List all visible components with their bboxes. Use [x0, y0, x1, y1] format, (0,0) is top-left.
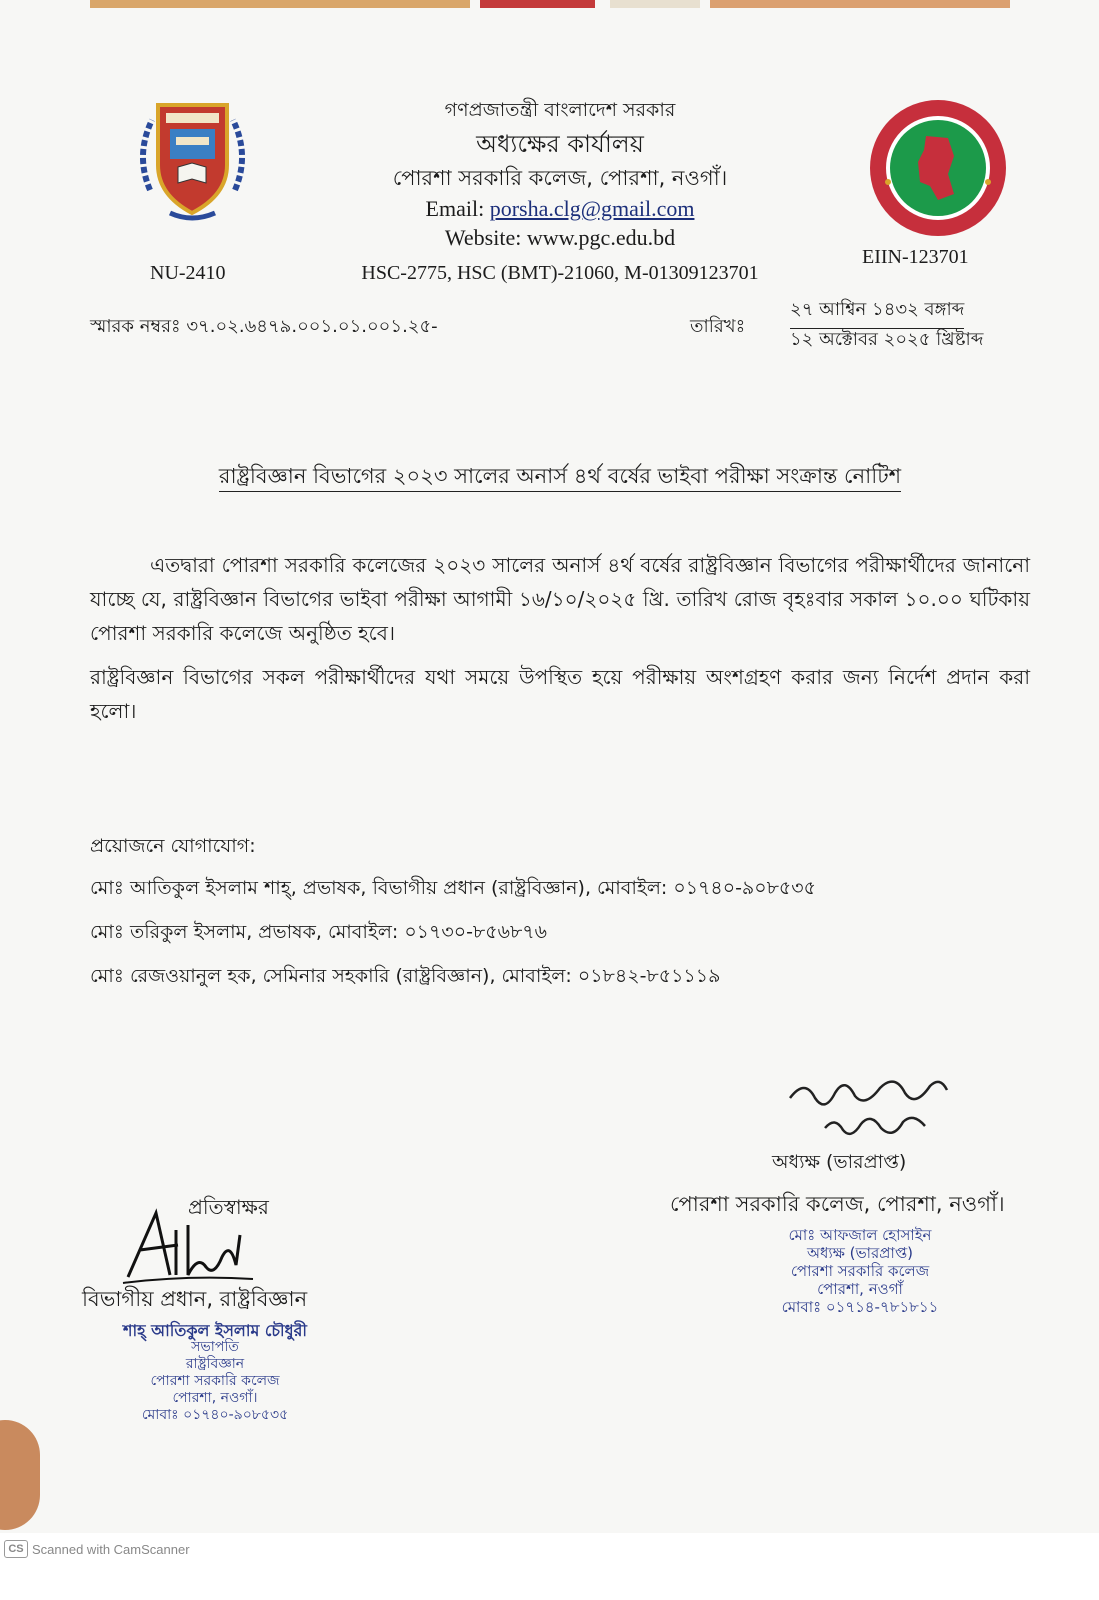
department-head-signature	[118, 1205, 258, 1290]
contact-item: মোঃ রেজওয়ানুল হক, সেমিনার সহকারি (রাষ্ট্রবিজ্ঞান), মোবাইল: ০১৮৪২-৮৫১১১৯	[90, 965, 721, 987]
stamp-line: মোবাঃ ০১৭৪০-৯০৮৫৩৫	[141, 1407, 289, 1423]
finger-edge	[0, 1420, 40, 1530]
top-edge-strip	[710, 0, 1010, 8]
camscanner-text: Scanned with CamScanner	[32, 1541, 190, 1557]
nu-code: NU-2410	[150, 262, 226, 284]
date-label: তারিখঃ	[690, 316, 746, 337]
stamp-line: সভাপতি	[191, 1339, 239, 1355]
notice-paragraph-1: এতদ্বারা পোরশা সরকারি কলেজের ২০২৩ সালের অনার্স ৪র্থ বর্ষের রাষ্ট্রবিজ্ঞান বিভাগের পরীক্ষার্থীদের জানানো যাচ্ছে যে, রাষ্ট্রবিজ্ঞান বিভাগের ভাইবা পরীক্ষা আগামী ১৬/১০/২০২৫ খ্রি. তারিখ রোজ বৃহঃবার সকাল ১০.০০ ঘটিকায় পোরশা সরকারি কলেজে অনুষ্ঠিত হবে।	[90, 553, 1030, 645]
contact-item: মোঃ তরিকুল ইসলাম, প্রভাষক, মোবাইল: ০১৭৩০-৮৫৬৮৭৬	[90, 921, 547, 943]
principal-title: অধ্যক্ষ (ভারপ্রাপ্ত)	[772, 1151, 907, 1173]
department-head-stamp	[110, 1322, 320, 1424]
notice-title	[150, 460, 970, 495]
date-bangla: ২৭ আশ্বিন ১৪৩২ বঙ্গাব্দ	[790, 295, 964, 329]
stamp-line: পোরশা সরকারি কলেজ	[790, 1262, 930, 1280]
contact-item: মোঃ আতিকুল ইসলাম শাহ্‌, প্রভাষক, বিভাগীয় প্রধান (রাষ্ট্রবিজ্ঞান), মোবাইল: ০১৭৪০-৯০৮৫৩৫	[90, 877, 816, 899]
website-line: Website: www.pgc.edu.bd	[444, 225, 676, 250]
top-edge-strip	[90, 0, 470, 8]
principal-signature	[785, 1068, 955, 1148]
stamp-line: অধ্যক্ষ (ভারপ্রাপ্ত)	[806, 1244, 914, 1262]
stamp-line: শাহ্‌ আতিকুল ইসলাম চৌধুরী	[123, 1321, 307, 1340]
camscanner-watermark	[4, 1540, 190, 1558]
top-edge-strip	[610, 0, 700, 8]
college-name: পোরশা সরকারি কলেজ, পোরশা, নওগাঁ।	[392, 166, 728, 190]
email-label: Email:	[425, 196, 485, 221]
stamp-line: পোরশা, নওগাঁ	[817, 1280, 903, 1298]
stamp-line: মোঃ আফজাল হোসাইন	[788, 1226, 932, 1244]
principal-stamp	[740, 1226, 980, 1316]
college-crest-logo	[130, 95, 255, 225]
email-line	[330, 196, 790, 222]
camscanner-icon: CS	[4, 1540, 28, 1558]
email-link[interactable]: porsha.clg@gmail.com	[489, 196, 695, 221]
stamp-line: রাষ্ট্রবিজ্ঞান	[185, 1356, 245, 1372]
principal-institution: পোরশা সরকারি কলেজ, পোরশা, নওগাঁ।	[670, 1192, 1005, 1216]
institution-codes: HSC-2775, HSC (BMT)-21060, M-01309123701	[361, 262, 759, 284]
stamp-line: পোরশা, নওগাঁ।	[172, 1390, 258, 1406]
office-name: অধ্যক্ষের কার্যালয়	[476, 130, 644, 158]
stamp-line: পোরশা সরকারি কলেজ	[150, 1373, 280, 1389]
notice-paragraph-2: রাষ্ট্রবিজ্ঞান বিভাগের সকল পরীক্ষার্থীদের যথা সময়ে উপস্থিত হয়ে পরীক্ষায় অংশগ্রহণ করার জন্য নির্দেশ প্রদান করা হলো।	[90, 665, 1030, 723]
department-head-title: বিভাগীয় প্রধান, রাষ্ট্রবিজ্ঞান	[82, 1287, 308, 1311]
countersign-label: প্রতিস্বাক্ষর	[188, 1195, 269, 1219]
govt-name: গণপ্রজাতন্ত্রী বাংলাদেশ সরকার	[444, 99, 676, 121]
date-english: ১২ অক্টোবর ২০২৫ খ্রিষ্টাব্দ	[790, 329, 984, 350]
top-edge-strip	[480, 0, 595, 8]
eiin-code: EIIN-123701	[862, 246, 969, 268]
contact-heading: প্রয়োজনে যোগাযোগ:	[90, 835, 256, 857]
stamp-line: মোবাঃ ০১৭১৪-৭৮১৮১১	[781, 1298, 939, 1316]
memo-number: স্মারক নম্বরঃ ৩৭.০২.৬৪৭৯.০০১.০১.০০১.২৫-	[90, 316, 438, 337]
notice-title-text: রাষ্ট্রবিজ্ঞান বিভাগের ২০২৩ সালের অনার্স ৪র্থ বর্ষের ভাইবা পরীক্ষা সংক্রান্ত নোটিশ	[219, 464, 901, 492]
government-seal	[868, 98, 1008, 238]
